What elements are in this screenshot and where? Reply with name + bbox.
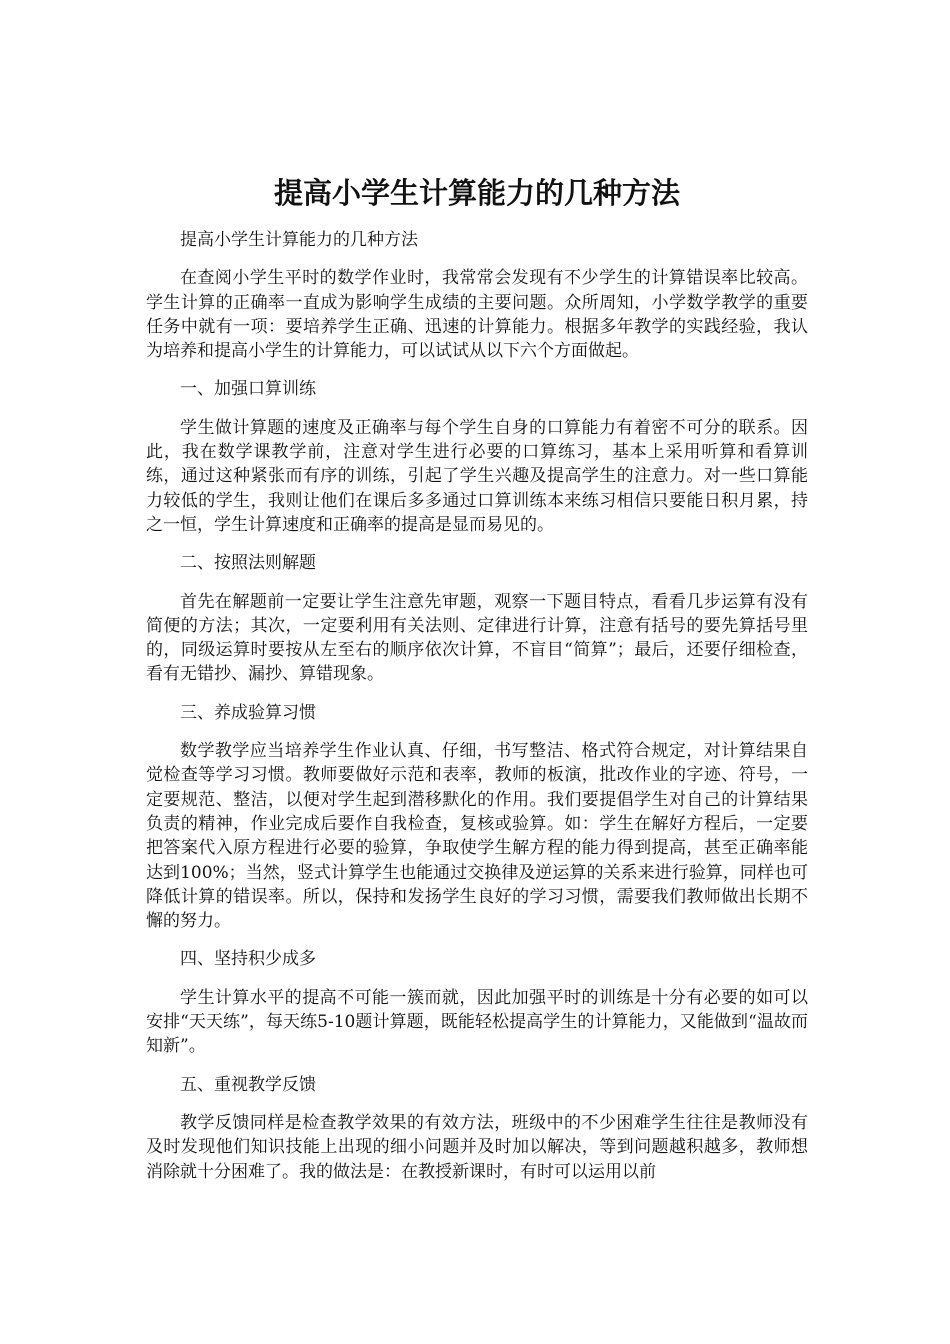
subtitle-line: 提高小学生计算能力的几种方法 xyxy=(180,230,418,250)
section-paragraph-1: 学生做计算题的速度及正确率与每个学生自身的口算能力有着密不可分的联系。因此，我在数学课教学前，注意对学生进行必要的口算练习，基本上采用听算和看算训练，通过这种紧张而有序的训练，引起了学生兴趣及提高学生的注意力。对一些口算能力较低的学生，我则让他们在课后多多通过口算训练本来练习相信只要能日积月累，持之一恒，学生计算速度和正确率的提高是显而易见的。 xyxy=(146,417,808,535)
document-title: 提高小学生计算能力的几种方法 xyxy=(273,176,680,210)
section-paragraph-4: 学生计算水平的提高不可能一簇而就，因此加强平时的训练是十分有必要的如可以安排“天天练”，每天练5-10题计算题，既能轻松提高学生的计算能力，又能做到“温故而知新”。 xyxy=(146,987,808,1057)
section-heading-3: 三、养成验算习惯 xyxy=(180,702,316,723)
section-heading-4: 四、坚持积少成多 xyxy=(180,949,316,970)
section-heading-1: 一、加强口算训练 xyxy=(180,379,316,400)
intro-paragraph: 在查阅小学生平时的数学作业时，我常常会发现有不少学生的计算错误率比较高。学生计算的正确率一直成为影响学生成绩的主要问题。众所周知，小学数学教学的重要任务中就有一项：要培养学生正确、迅速的计算能力。根据多年教学的实践经验，我认为培养和提高小学生的计算能力，可以试试从以下六个方面做起。 xyxy=(146,268,808,362)
section-heading-2: 二、按照法则解题 xyxy=(180,553,316,574)
document-page xyxy=(146,0,808,1344)
section-paragraph-2: 首先在解题前一定要让学生注意先审题，观察一下题目特点，看看几步运算有没有简便的方法；其次，一定要利用有关法则、定律进行计算，注意有括号的要先算括号里的，同级运算时要按从左至右的顺序依次计算，不盲目“简算”；最后，还要仔细检查，看有无错抄、漏抄、算错现象。 xyxy=(146,591,808,685)
section-paragraph-5: 教学反馈同样是检查教学效果的有效方法，班级中的不少困难学生往往是教师没有及时发现他们知识技能上出现的细小问题并及时加以解决，等到问题越积越多，教师想消除就十分困难了。我的做法是：在教授新课时，有时可以运用以前 xyxy=(146,1112,808,1182)
document-body xyxy=(146,228,808,1198)
section-heading-5: 五、重视教学反馈 xyxy=(180,1074,316,1095)
section-paragraph-3: 数学教学应当培养学生作业认真、仔细，书写整洁、格式符合规定，对计算结果自觉检查等学习习惯。教师要做好示范和表率，教师的板演，批改作业的字迹、符号，一定要规范、整洁，以便对学生起到潜移默化的作用。我们要提倡学生对自己的计算结果负责的精神，作业完成后要作自我检查，复核或验算。如：学生在解好方程后，一定要把答案代入原方程进行必要的验算，争取使学生解方程的能力得到提高，甚至正确率能达到100%；当然，竖式计算学生也能通过交换律及逆运算的关系来进行验算，同样也可降低计算的错误率。所以，保持和发扬学生良好的学习习惯，需要我们教师做出长期不懈的努力。 xyxy=(146,741,808,932)
